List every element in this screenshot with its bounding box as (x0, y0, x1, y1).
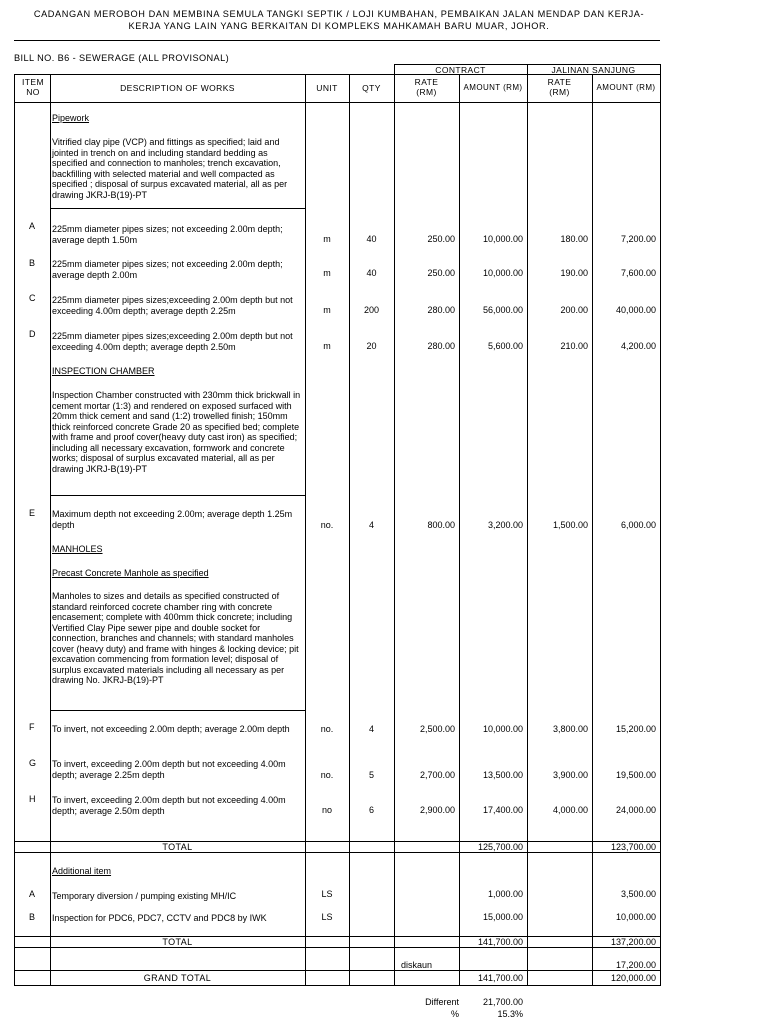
percent-label: % (450, 1009, 459, 1019)
section-desc-manholes: Manholes to sizes and details as specified constructed of standard reinforced cocrete chamber ring with concrete encasement; complete with 400mm thick concrete; including Vertified Clay Pipe sewer pipe and double socket for connection, branches and channels; with standard manholes cover (heavy duty) and frame with hinges & locking device; pit excavation commencing from formation level; disposal of surplus excavated materials including all necessary as per drawing No. JKRJ-B(19)-PT (52, 591, 299, 685)
total-label-1: TOTAL (162, 842, 193, 852)
item-d-jalinan-amount: 4,200.00 (620, 341, 656, 351)
item-e-contract-amount: 3,200.00 (487, 520, 523, 530)
item-h-unit: no (321, 805, 332, 815)
item-c-unit: m (323, 305, 331, 315)
item-h-contract-rate: 2,900.00 (419, 805, 455, 815)
additional-a-no: A (29, 889, 36, 899)
item-h-qty: 6 (368, 805, 374, 815)
additional-b-no: B (29, 912, 36, 922)
item-b-jalinan-amount: 7,600.00 (620, 268, 656, 278)
item-c-jalinan-rate: 200.00 (560, 305, 588, 315)
item-f-unit: no. (320, 724, 334, 734)
item-a-qty: 40 (366, 234, 377, 244)
item-g-contract-rate: 2,700.00 (419, 770, 455, 780)
item-h-jalinan-amount: 24,000.00 (615, 805, 656, 815)
item-e-qty: 4 (368, 520, 374, 530)
item-f-no: F (29, 722, 35, 732)
different-value: 21,700.00 (482, 997, 523, 1007)
section-desc-inspection-chamber: Inspection Chamber constructed with 230mm thick brickwall in cement mortar (1:3) and rendered on exposed surfaced with 20mm thick cement and sand (1:2) trowelled finish; 150mm thick reinforced concrete Grade 20 as specified bed; complete with frame and proof cover(heavy duty cast iron) as specified; including all necessary excavation, formwork and concrete works; disposal of surplus excavated material, all as per drawing JKRJ-B(19)-PT (52, 390, 301, 474)
item-f-qty: 4 (368, 724, 374, 734)
total-1-contract-amount: 125,700.00 (477, 842, 523, 852)
diskaun-label: diskaun (400, 960, 432, 970)
item-d-qty: 20 (366, 341, 377, 351)
item-g-jalinan-rate: 3,900.00 (552, 770, 588, 780)
item-e-jalinan-rate: 1,500.00 (552, 520, 588, 530)
unit-header: UNIT (316, 83, 338, 93)
item-g-qty: 5 (368, 770, 374, 780)
item-f-desc: To invert, not exceeding 2.00m depth; average 2.00m depth (52, 724, 290, 734)
document-heading (18, 8, 660, 32)
total-2-contract-amount: 141,700.00 (477, 937, 523, 947)
different-label: Different (425, 997, 459, 1007)
description-header: DESCRIPTION OF WORKS (120, 83, 235, 93)
item-h-contract-amount: 17,400.00 (482, 805, 523, 815)
item-c-contract-amount: 56,000.00 (482, 305, 523, 315)
contract-rate-header: RATE (RM) (414, 77, 439, 97)
item-c-jalinan-amount: 40,000.00 (615, 305, 656, 315)
heading-divider (14, 40, 660, 41)
item-a-unit: m (323, 234, 331, 244)
item-g-desc: To invert, exceeding 2.00m depth but not exceeding 4.00m depth; average 2.25m depth (52, 759, 286, 780)
item-g-contract-amount: 13,500.00 (482, 770, 523, 780)
qty-header: QTY (362, 83, 381, 93)
item-h-desc: To invert, exceeding 2.00m depth but not exceeding 4.00m depth; average 2.50m depth (52, 795, 286, 816)
section-title-manholes: MANHOLES (52, 544, 103, 554)
item-f-jalinan-amount: 15,200.00 (615, 724, 656, 734)
item-b-qty: 40 (366, 268, 377, 278)
jalinan-amount-header: AMOUNT (RM) (596, 83, 656, 92)
item-e-jalinan-amount: 6,000.00 (620, 520, 656, 530)
item-c-qty: 200 (363, 305, 380, 315)
section-title-pipework: Pipework (52, 113, 90, 123)
item-b-jalinan-rate: 190.00 (560, 268, 588, 278)
item-b-contract-amount: 10,000.00 (482, 268, 523, 278)
contract-group-header: CONTRACT (435, 65, 486, 75)
item-e-unit: no. (320, 520, 334, 530)
item-a-no: A (29, 221, 36, 231)
bill-number: BILL NO. B6 - SEWERAGE (ALL PROVISONAL) (14, 53, 230, 63)
item-a-contract-amount: 10,000.00 (482, 234, 523, 244)
section-desc-pipework: Vitrified clay pipe (VCP) and fittings as specified; laid and jointed in trench on and including standard bedding as specified and connection to manholes; trench excavation, backfilling with selected material and well compacted as specified ; disposal of surpus excavated material, all as per drawing JKRJ-B(19)-PT (52, 137, 288, 200)
item-e-contract-rate: 800.00 (427, 520, 455, 530)
item-c-contract-rate: 280.00 (427, 305, 455, 315)
grand-total-jalinan-amount: 120,000.00 (610, 973, 656, 983)
item-d-no: D (29, 329, 36, 339)
heading-line-1: CADANGAN MEROBOH DAN MEMBINA SEMULA TANGKI SEPTIK / LOJI KUMBAHAN, PEMBAIKAN JALAN MENDAP DAN KERJA- (33, 9, 645, 19)
item-e-no: E (29, 508, 36, 518)
item-g-jalinan-amount: 19,500.00 (615, 770, 656, 780)
item-g-no: G (29, 758, 37, 768)
item-b-contract-rate: 250.00 (427, 268, 455, 278)
additional-a-desc: Temporary diversion / pumping existing MH/IC (52, 891, 237, 901)
additional-b-desc: Inspection for PDC6, PDC7, CCTV and PDC8 by IWK (52, 913, 267, 923)
item-b-unit: m (323, 268, 331, 278)
item-a-jalinan-amount: 7,200.00 (620, 234, 656, 244)
section-title-precast: Precast Concrete Manhole as specified (52, 568, 209, 578)
contract-amount-header: AMOUNT (RM) (463, 83, 523, 92)
total-2-jalinan-amount: 137,200.00 (610, 937, 656, 947)
total-1-jalinan-amount: 123,700.00 (610, 842, 656, 852)
item-no-header: ITEM NO (22, 77, 44, 97)
percent-value: 15.3% (497, 1009, 523, 1019)
item-a-contract-rate: 250.00 (427, 234, 455, 244)
jalinan-rate-header: RATE (RM) (547, 77, 572, 97)
item-b-no: B (29, 258, 36, 268)
additional-b-unit: LS (321, 912, 333, 922)
grand-total-contract-amount: 141,700.00 (477, 973, 523, 983)
section-title-inspection-chamber: INSPECTION CHAMBER (52, 366, 155, 376)
item-h-no: H (29, 794, 36, 804)
section-title-additional: Additional item (52, 866, 112, 876)
jalinan-group-header: JALINAN SANJUNG (551, 65, 636, 75)
additional-b-jalinan-amount: 10,000.00 (615, 912, 656, 922)
item-g-unit: no. (320, 770, 334, 780)
item-f-contract-rate: 2,500.00 (419, 724, 455, 734)
item-a-jalinan-rate: 180.00 (560, 234, 588, 244)
item-f-jalinan-rate: 3,800.00 (552, 724, 588, 734)
item-c-desc: 225mm diameter pipes sizes;exceeding 2.00m depth but not exceeding 4.00m depth; average depth 2.25m (52, 295, 293, 316)
item-b-desc: 225mm diameter pipes sizes; not exceeding 2.00m depth; average depth 2.00m (52, 259, 283, 280)
item-c-no: C (29, 293, 36, 303)
additional-b-contract-amount: 15,000.00 (482, 912, 523, 922)
grand-total-label: GRAND TOTAL (143, 973, 212, 983)
item-d-desc: 225mm diameter pipes sizes;exceeding 2.00m depth but not exceeding 4.00m depth; average depth 2.50m (52, 331, 293, 352)
additional-a-contract-amount: 1,000.00 (487, 889, 523, 899)
additional-a-jalinan-amount: 3,500.00 (620, 889, 656, 899)
diskaun-jalinan-amount: 17,200.00 (615, 960, 656, 970)
heading-line-2: KERJA YANG LAIN YANG BERKAITAN DI KOMPLEKS MAHKAMAH BARU MUAR, JOHOR. (128, 21, 550, 31)
item-h-jalinan-rate: 4,000.00 (552, 805, 588, 815)
total-label-2: TOTAL (162, 937, 193, 947)
item-d-jalinan-rate: 210.00 (560, 341, 588, 351)
item-e-desc: Maximum depth not exceeding 2.00m; average depth 1.25m depth (52, 509, 293, 530)
item-d-unit: m (323, 341, 331, 351)
item-f-contract-amount: 10,000.00 (482, 724, 523, 734)
additional-a-unit: LS (321, 889, 333, 899)
item-a-desc: 225mm diameter pipes sizes; not exceeding 2.00m depth; average depth 1.50m (52, 224, 283, 245)
item-d-contract-amount: 5,600.00 (487, 341, 523, 351)
item-d-contract-rate: 280.00 (427, 341, 455, 351)
